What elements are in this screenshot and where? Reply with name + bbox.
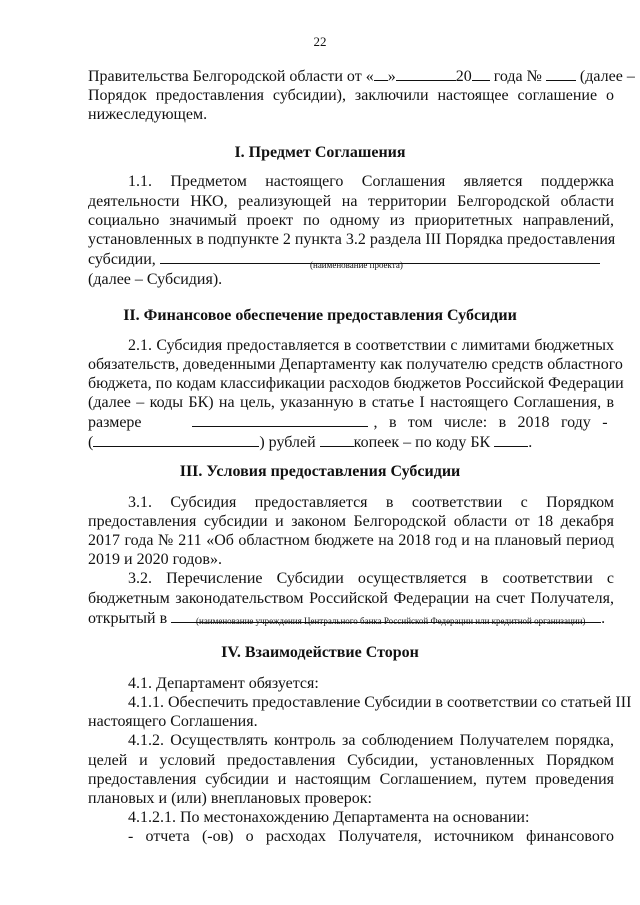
blank-month [396,66,456,81]
blank-kopecks [320,432,354,447]
s2-text: ( [88,434,94,451]
s4-line-2: 4.1.1. Обеспечить предоставление Субсидии в соответствии со статьей III [128,694,632,711]
blank-amount-words [93,432,259,447]
blank-year [472,66,490,81]
s3-text: . [601,610,606,627]
section-3-heading: III. Условия предоставления Субсидии [179,463,461,480]
s2-text: , в том числе: в 2018 году - [373,414,608,431]
intro-text: (далее – [579,68,635,85]
intro-line-3: нижеследующем. [88,106,208,123]
s2-text: . [528,434,533,451]
intro-text: Правительства Белгородской области от « [88,68,374,85]
blank-number [546,66,576,81]
intro-text: 20 [455,68,472,85]
section-2-heading: II. Финансовое обеспечение предоставления Субсидии [123,307,517,324]
s4-line-3: настоящего Соглашения. [88,713,258,730]
intro-text: года № [493,68,542,85]
s1-text: субсидии, [88,251,156,268]
page-number: 22 [313,34,327,49]
s3-line-1: 3.1. Субсидия предоставляется в соответствии с Порядком [128,494,614,511]
s3-line-4: 2019 и 2020 годов». [88,551,222,568]
s1-line-3: социально значимый проект по одному из приоритетных направлений, [88,212,614,229]
s1-line-2: деятельности НКО, реализующей на территории Белгородской области [88,193,614,210]
s2-text: размере [88,414,142,431]
s3-text: открытый в [88,610,168,627]
s4-line-5: целей и условий предоставления Субсидии, установленных Порядком [88,752,614,769]
s1-line-1: 1.1. Предметом настоящего Соглашения является поддержка [128,173,614,190]
intro-line-1 [88,66,635,86]
s2-line-2: обязательств, доведенными Департаменту как получателю средств областного [88,356,623,373]
s1-line-4: установленных в подпункте 2 пункта 3.2 раздела III Порядка предоставления [88,231,616,248]
section-4-heading: IV. Взаимодействие Сторон [221,644,419,661]
s3-line-6: бюджетным законодательством Российской Федерации на счет Получателя, [88,590,614,607]
s4-line-6: предоставления субсидии и настоящим Соглашением, путем проведения [88,771,614,788]
s2-line-1: 2.1. Субсидия предоставляется в соответствии с лимитами бюджетных [128,337,614,354]
blank-bk-code [494,432,528,447]
s4-line-8: 4.1.2.1. По местонахождению Департамента на основании: [128,809,530,826]
s3-line-2: предоставления субсидии и законом Белгородской области от 18 декабря [88,513,614,530]
s2-text: копеек – по коду БК [353,434,491,451]
s4-line-7: плановых и (или) внеплановых проверок: [88,790,372,807]
intro-text: » [387,68,396,85]
s1-line-6: (далее – Субсидия). [88,271,223,288]
section-1-heading: I. Предмет Соглашения [234,144,406,161]
s4-line-9: - отчета (-ов) о расходах Получателя, источником финансового [128,828,614,845]
intro-line-2: Порядок предоставления субсидии), заключили настоящее соглашение о [88,87,614,104]
s2-text: ) рублей [259,434,316,451]
blank-day [374,66,388,81]
blank-amount [192,412,368,427]
s3-line-5: 3.2. Перечисление Субсидии осуществляется в соответствии с [128,570,614,587]
s3-caption: (наименование учреждения Центрального банка Российской Федерации или кредитной организации) [196,616,586,626]
s2-line-6 [88,432,614,452]
s3-line-3: 2017 года № 211 «Об областном бюджете на 2018 год и на плановый период [88,532,614,549]
s2-line-4: (далее – коды БК) на цель, указанную в статье I настоящего Соглашения, в [88,394,614,411]
s1-caption: (наименование проекта) [310,260,403,270]
s4-line-4: 4.1.2. Осуществлять контроль за соблюдением Получателем порядка, [128,732,614,749]
s2-line-3: бюджета, по кодам классификации расходов бюджетов Российской Федерации [88,375,624,392]
s2-line-5 [88,412,614,432]
s4-line-1: 4.1. Департамент обязуется: [128,675,319,692]
